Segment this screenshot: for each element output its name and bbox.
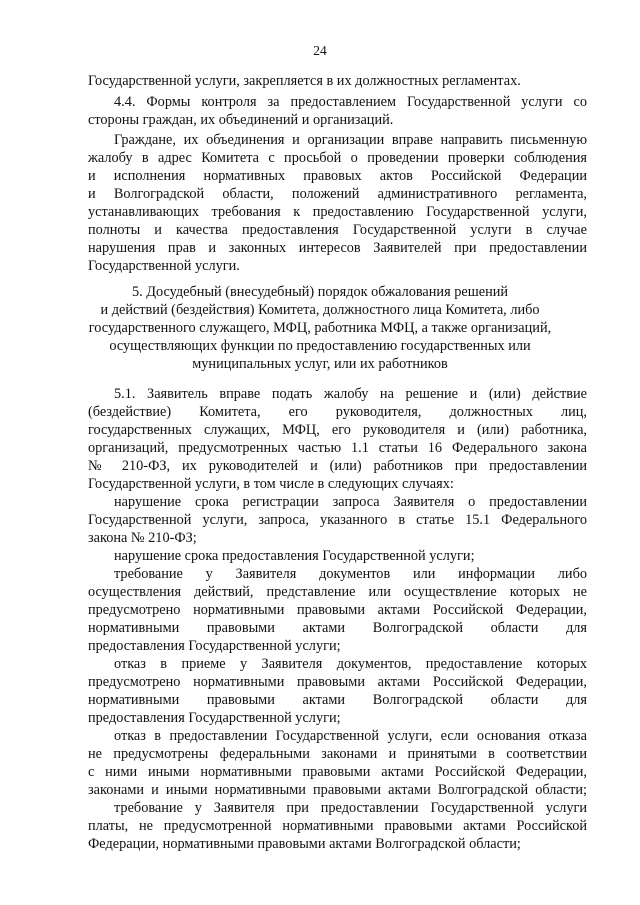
text-line: муниципальных услуг, или их работников (192, 356, 448, 372)
text-line: устанавливающих требования к предоставлению Государственной услуги, (88, 204, 587, 220)
text-line: отказ в предоставлении Государственной услуги, если основания отказа (114, 728, 587, 744)
text-line: не предусмотрены федеральными законами и принятыми в соответствии (88, 746, 587, 762)
text-line: № 210-ФЗ, их руководителей и (или) работников при предоставлении (88, 458, 587, 474)
text-line: (бездействие) Комитета, его руководителя, должностных лиц, (88, 404, 587, 420)
text-line: нарушение срока регистрации запроса Заявителя о предоставлении (114, 494, 587, 510)
text-line: нарушение срока предоставления Государственной услуги; (114, 548, 475, 564)
text-line: государственного служащего, МФЦ, работника МФЦ, а также организаций, (88, 320, 552, 336)
text-line: 4.4. Формы контроля за предоставлением Государственной услуги со (114, 94, 587, 110)
text-line: осуществления действий, представление или осуществление которых не (88, 584, 587, 600)
text-line: жалобу в адрес Комитета с просьбой о проведении проверки соблюдения (88, 150, 587, 166)
text-line: полноты и качества предоставления Государственной услуги в случае (88, 222, 587, 238)
text-line: предусмотрено нормативными правовыми актами Российской Федерации, (88, 674, 587, 690)
text-line: законами и иными нормативными правовыми актами Волгоградской области; (88, 782, 587, 798)
text-line: и исполнения нормативных правовых актов Российской Федерации (88, 168, 587, 184)
text-line: 5.1. Заявитель вправе подать жалобу на решение и (или) действие (114, 386, 587, 402)
text-line: Государственной услуги. (88, 258, 240, 274)
text-line: платы, не предусмотренной нормативными правовыми актами Российской (88, 818, 587, 834)
text-line: с ними иными нормативными правовыми актами Российской Федерации, (88, 764, 587, 780)
text-line: предусмотрено нормативными правовыми актами Российской Федерации, (88, 602, 587, 618)
text-line: Государственной услуги, запроса, указанного в статье 15.1 Федерального (88, 512, 587, 528)
text-line: Граждане, их объединения и организации вправе направить письменную (114, 132, 587, 148)
text-line: стороны граждан, их объединений и организаций. (88, 112, 394, 128)
text-line: и Волгоградской области, положений административного регламента, (88, 186, 587, 202)
text-line: отказ в приеме у Заявителя документов, предоставление которых (114, 656, 587, 672)
text-line: осуществляющих функции по предоставлению государственных или (109, 338, 531, 354)
text-line: и действий (бездействия) Комитета, должностного лица Комитета, либо (100, 302, 540, 318)
text-line: Государственной услуги, в том числе в следующих случаях: (88, 476, 454, 492)
text-line: нарушения прав и законных интересов Заявителей при предоставлении (88, 240, 587, 256)
text-line: Государственной услуги, закрепляется в их должностных регламентах. (88, 73, 521, 89)
text-line: нормативными правовыми актами Волгоградской области для (88, 692, 587, 708)
text-line: организаций, предусмотренных частью 1.1 статьи 16 Федерального закона (88, 440, 587, 456)
text-line: Федерации, нормативными правовыми актами Волгоградской области; (88, 836, 521, 852)
text-line: государственных служащих, МФЦ, его руководителя и (или) работника, (88, 422, 587, 438)
page-number: 24 (313, 43, 327, 58)
text-line: закона № 210-ФЗ; (88, 530, 197, 546)
text-line: предоставления Государственной услуги; (88, 638, 341, 654)
text-line: требование у Заявителя документов или информации либо (114, 566, 587, 582)
text-line: 5. Досудебный (внесудебный) порядок обжалования решений (131, 284, 509, 300)
text-line: предоставления Государственной услуги; (88, 710, 341, 726)
text-line: требование у Заявителя при предоставлении Государственной услуги (114, 800, 587, 816)
text-line: нормативными правовыми актами Волгоградской области для (88, 620, 587, 636)
